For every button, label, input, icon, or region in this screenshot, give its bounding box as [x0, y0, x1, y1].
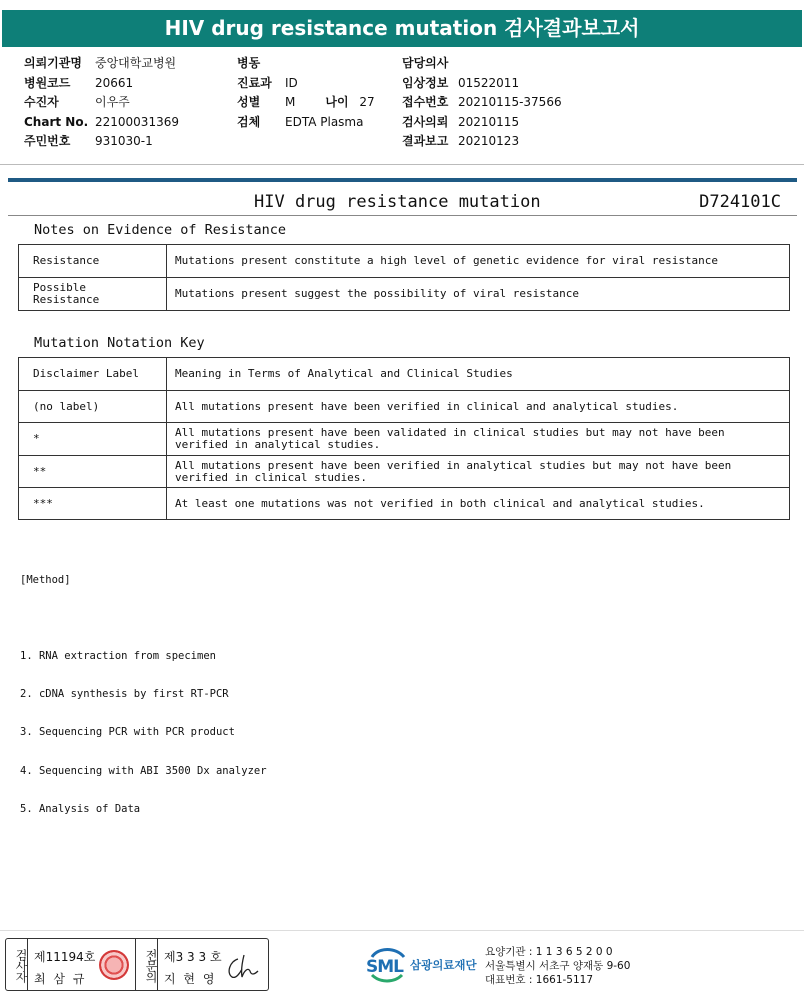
- method-section: [20, 548, 267, 829]
- label-request-date: 검사의뢰: [402, 114, 449, 129]
- value-chart-no: 22100031369: [95, 114, 179, 129]
- header-info-col2: [237, 54, 375, 132]
- key-label: **: [19, 456, 167, 488]
- organization-address: 서울특별시 서초구 양재동 9-60: [485, 960, 631, 972]
- label-sex: 성별: [237, 95, 261, 109]
- notes-label: Possible Resistance: [19, 278, 167, 311]
- label-patient: 수진자: [24, 95, 59, 109]
- label-institution: 의뢰기관명: [24, 56, 82, 70]
- table-row: [19, 423, 790, 456]
- method-step: 5. Analysis of Data: [20, 803, 141, 816]
- method-step: 4. Sequencing with ABI 3500 Dx analyzer: [20, 764, 267, 777]
- reviewer-label: 전문의: [136, 939, 158, 990]
- key-section-title: Mutation Notation Key: [34, 335, 205, 351]
- sml-logo: [366, 945, 477, 985]
- organization-phone: 대표번호 : 1661-5117: [485, 974, 594, 986]
- key-label: (no label): [19, 391, 167, 423]
- key-table: [18, 357, 790, 520]
- label-doctor: 담당의사: [402, 56, 449, 70]
- notes-table: [18, 244, 790, 311]
- key-text: Meaning in Terms of Analytical and Clinical Studies: [167, 358, 790, 391]
- reviewer-cell: [158, 939, 268, 990]
- key-text: All mutations present have been verified in clinical and analytical studies.: [167, 391, 790, 423]
- method-step: 2. cDNA synthesis by first RT-PCR: [20, 687, 229, 700]
- table-row: [19, 391, 790, 423]
- label-clinical-info: 임상정보: [402, 75, 449, 90]
- footer-divider: [0, 930, 804, 931]
- label-specimen: 검체: [237, 114, 261, 129]
- signature-box: [5, 938, 269, 991]
- notes-section-title: Notes on Evidence of Resistance: [34, 222, 286, 238]
- value-age: 27: [359, 95, 375, 109]
- value-patient: 이우주: [95, 95, 130, 109]
- value-hospital-code: 20661: [95, 75, 134, 90]
- label-department: 진료과: [237, 75, 272, 90]
- header-info-col1: [24, 54, 179, 152]
- report-header: [8, 178, 797, 216]
- report-title: HIV drug resistance mutation: [254, 192, 541, 212]
- handwritten-signature: [224, 953, 260, 981]
- notes-label: Resistance: [19, 245, 167, 278]
- page-title: HIV drug resistance mutation 검사결과보고서: [2, 10, 802, 47]
- key-text: All mutations present have been validated in clinical studies but may not have been verified in analytical studies.: [167, 423, 790, 456]
- value-department: ID: [285, 75, 298, 90]
- reviewer-id: 제3 3 3 호: [164, 950, 222, 964]
- examiner-cell: [28, 939, 136, 990]
- notes-text: Mutations present constitute a high level of genetic evidence for viral resistance: [167, 245, 790, 278]
- key-label: Disclaimer Label: [19, 358, 167, 391]
- header-divider: [0, 164, 804, 165]
- organization-code: 요양기관 : 1 1 3 6 5 2 0 0: [485, 946, 613, 958]
- organization-name: 삼광의료재단: [410, 958, 477, 972]
- value-clinical-info: 01522011: [458, 75, 520, 90]
- examiner-label: 검사자: [6, 939, 28, 990]
- examiner-id: 제11194호: [34, 950, 96, 964]
- value-specimen: EDTA Plasma: [285, 114, 364, 129]
- sml-logo-text: SML: [366, 957, 403, 977]
- table-row: [19, 488, 790, 520]
- key-label: ***: [19, 488, 167, 520]
- key-text: All mutations present have been verified in analytical studies but may not have been verified in clinical studies.: [167, 456, 790, 488]
- method-title: [Method]: [20, 573, 71, 586]
- header-info-col3: [402, 54, 562, 152]
- value-receipt-no: 20210115-37566: [458, 95, 562, 109]
- label-age: 나이: [325, 95, 349, 109]
- value-resident-no: 931030-1: [95, 134, 153, 148]
- table-row: [19, 278, 790, 311]
- notes-text: Mutations present suggest the possibility of viral resistance: [167, 278, 790, 311]
- value-institution: 중앙대학교병원: [95, 56, 177, 70]
- organization-info: [485, 945, 630, 987]
- label-hospital-code: 병원코드: [24, 75, 71, 90]
- table-row: [19, 358, 790, 391]
- label-ward: 병동: [237, 56, 261, 70]
- reviewer-name: 지 현 영: [164, 972, 217, 986]
- table-row: [19, 245, 790, 278]
- label-receipt-no: 접수번호: [402, 95, 449, 109]
- label-report-date: 결과보고: [402, 134, 449, 148]
- label-chart-no: Chart No.: [24, 114, 89, 129]
- sml-logo-mark: [366, 945, 408, 985]
- method-step: 3. Sequencing PCR with PCR product: [20, 726, 235, 739]
- report-code: D724101C: [699, 192, 781, 212]
- examiner-name: 최 삼 규: [34, 972, 87, 986]
- seal-stamp: [99, 950, 129, 980]
- value-sex: M: [285, 95, 296, 109]
- label-resident-no: 주민번호: [24, 134, 71, 148]
- key-label: *: [19, 423, 167, 456]
- method-step: 1. RNA extraction from specimen: [20, 649, 216, 662]
- value-request-date: 20210115: [458, 114, 520, 129]
- key-text: At least one mutations was not verified in both clinical and analytical studies.: [167, 488, 790, 520]
- value-report-date: 20210123: [458, 134, 520, 148]
- table-row: [19, 456, 790, 488]
